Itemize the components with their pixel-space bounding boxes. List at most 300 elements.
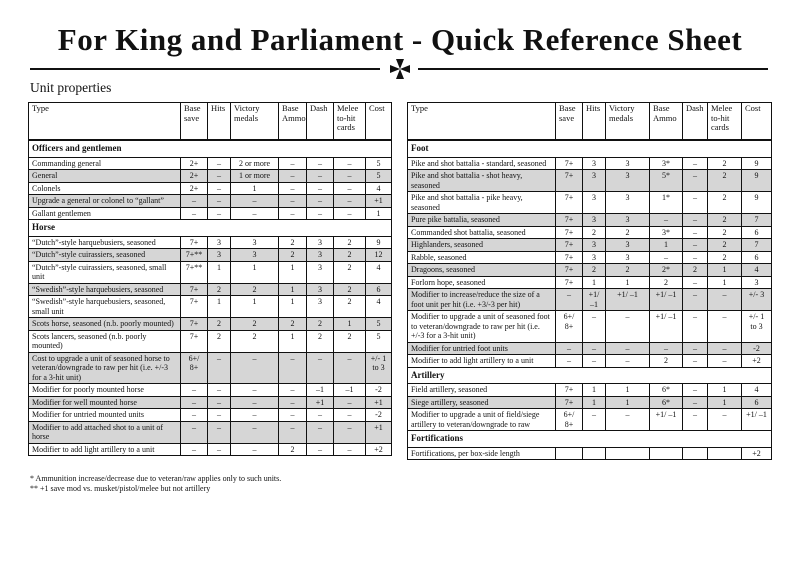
cell-ammo: +1/ –1	[650, 409, 683, 431]
cell-save: –	[181, 207, 208, 220]
col-hits: Hits	[583, 103, 606, 141]
group-row	[29, 140, 392, 157]
cell-hits: 1	[583, 276, 606, 289]
cell-cost: +2	[742, 355, 772, 368]
col-hits: Hits	[208, 103, 231, 141]
cell-hits: 3	[583, 251, 606, 264]
col-type: Type	[408, 103, 556, 141]
cell-cost: 9	[742, 157, 772, 170]
unit-table-left	[28, 102, 392, 456]
cell-save: 2+	[181, 157, 208, 170]
cell-melee: 2	[708, 170, 742, 192]
cell-ammo: 2	[650, 355, 683, 368]
table-row	[408, 342, 772, 355]
cell-cost: 7	[742, 214, 772, 227]
cell-hits: 3	[583, 214, 606, 227]
cell-dash: –	[683, 276, 708, 289]
cell-type: “Swedish”-style harquebusiers, seasoned, small unit	[29, 296, 181, 318]
col-melee-cards: Melee to-hit cards	[708, 103, 742, 141]
table-row	[408, 276, 772, 289]
table-row	[408, 384, 772, 397]
cell-ammo: +1/ –1	[650, 311, 683, 343]
cell-ammo: 2*	[650, 264, 683, 277]
cell-ammo: –	[650, 251, 683, 264]
cell-medals: –	[606, 409, 650, 431]
cell-ammo: 6*	[650, 384, 683, 397]
table-row	[29, 421, 392, 443]
cell-melee: –	[334, 396, 366, 409]
cell-hits: –	[208, 409, 231, 422]
table-row	[29, 318, 392, 331]
cell-dash: –	[683, 192, 708, 214]
cell-dash: –	[683, 157, 708, 170]
cell-ammo: –	[279, 170, 307, 183]
col-cost: Cost	[366, 103, 392, 141]
cell-dash: –	[683, 311, 708, 343]
cell-type: Rabble, seasoned	[408, 251, 556, 264]
cell-hits: 3	[583, 157, 606, 170]
cell-melee: –	[708, 342, 742, 355]
cell-cost: 4	[742, 384, 772, 397]
cell-medals: 1	[606, 276, 650, 289]
table-header-row	[29, 103, 392, 141]
cell-melee: –	[708, 311, 742, 343]
cell-type: Modifier to add light artillery to a unit	[29, 443, 181, 456]
cell-hits: –	[208, 384, 231, 397]
table-row	[408, 239, 772, 252]
cell-ammo: 2	[279, 318, 307, 331]
cell-save: 7+	[181, 236, 208, 249]
col-victory-medals: Victory medals	[231, 103, 279, 141]
cell-medals: –	[231, 421, 279, 443]
table-row	[29, 207, 392, 220]
cell-hits: 1	[208, 261, 231, 283]
group-row	[408, 367, 772, 384]
table-row	[29, 384, 392, 397]
cell-medals: –	[231, 384, 279, 397]
cell-dash: –	[683, 409, 708, 431]
cell-save: 7+	[556, 276, 583, 289]
col-melee-cards: Melee to-hit cards	[334, 103, 366, 141]
cell-type: Siege artillery, seasoned	[408, 396, 556, 409]
cell-ammo: 1	[650, 239, 683, 252]
cell-melee	[708, 447, 742, 460]
cell-ammo: –	[279, 182, 307, 195]
cell-dash: –	[307, 157, 334, 170]
cell-hits: 3	[208, 236, 231, 249]
table-row	[29, 330, 392, 352]
cell-medals: 3	[606, 251, 650, 264]
cell-cost: +2	[742, 447, 772, 460]
table-body-right	[408, 140, 772, 460]
cell-cost: 9	[366, 236, 392, 249]
cell-dash: –	[683, 214, 708, 227]
cell-melee: 2	[708, 157, 742, 170]
cell-dash: –	[307, 195, 334, 208]
cell-hits: –	[583, 311, 606, 343]
cell-medals: 1	[231, 261, 279, 283]
cell-cost: +/- 1 to 3	[366, 352, 392, 384]
cell-melee: 1	[708, 396, 742, 409]
cell-type: “Dutch”-style cuirassiers, seasoned	[29, 249, 181, 262]
cell-save: –	[181, 443, 208, 456]
cell-medals: –	[231, 207, 279, 220]
cell-medals: –	[231, 396, 279, 409]
cell-dash: –	[307, 170, 334, 183]
cell-dash: –	[307, 443, 334, 456]
cell-melee: –	[334, 157, 366, 170]
cell-dash: –	[683, 239, 708, 252]
col-dash: Dash	[307, 103, 334, 141]
cell-save: 7+	[556, 157, 583, 170]
table-row	[408, 311, 772, 343]
cell-cost: 6	[742, 226, 772, 239]
cell-ammo: +1/ –1	[650, 289, 683, 311]
cell-save: 2+	[181, 170, 208, 183]
cell-dash: –	[683, 396, 708, 409]
cell-ammo: 3*	[650, 226, 683, 239]
cell-cost: 9	[742, 192, 772, 214]
cell-medals: 2	[231, 330, 279, 352]
cell-cost: 4	[366, 296, 392, 318]
table-row	[29, 195, 392, 208]
cell-type: Gallant gentlemen	[29, 207, 181, 220]
cell-type: Modifier to increase/reduce the size of a foot unit per hit (i.e. +3/-3 per hit)	[408, 289, 556, 311]
cell-melee: –	[334, 409, 366, 422]
col-base-ammo: Base Ammo	[650, 103, 683, 141]
group-heading: Horse	[29, 220, 392, 237]
cell-medals: 3	[606, 157, 650, 170]
cell-cost: +1	[366, 195, 392, 208]
cell-hits: –	[208, 195, 231, 208]
cell-melee: –	[334, 443, 366, 456]
cell-dash: –	[307, 207, 334, 220]
cell-save: 7+**	[181, 249, 208, 262]
cell-dash	[683, 447, 708, 460]
cell-medals: 3	[231, 249, 279, 262]
cell-cost: -2	[366, 384, 392, 397]
table-body-left	[29, 140, 392, 456]
table-header-row	[408, 103, 772, 141]
cell-melee: –	[334, 182, 366, 195]
cell-save: 7+	[556, 226, 583, 239]
cell-cost: +1	[366, 421, 392, 443]
cell-dash: 3	[307, 261, 334, 283]
cell-cost: 9	[742, 170, 772, 192]
cell-dash: 3	[307, 236, 334, 249]
cell-save: –	[556, 355, 583, 368]
cell-medals: 2	[231, 283, 279, 296]
cell-ammo: 1*	[650, 192, 683, 214]
cell-dash: –	[683, 355, 708, 368]
cell-cost: 6	[742, 251, 772, 264]
cell-cost: +1/ –1	[742, 409, 772, 431]
title-rule-right	[418, 68, 768, 70]
cell-hits: 2	[208, 330, 231, 352]
cell-hits: 3	[583, 239, 606, 252]
table-row	[29, 170, 392, 183]
cell-dash: –	[307, 421, 334, 443]
cell-medals: –	[231, 409, 279, 422]
cell-cost: 1	[366, 207, 392, 220]
cell-cost: +2	[366, 443, 392, 456]
cell-save: –	[181, 384, 208, 397]
col-base-save: Base save	[556, 103, 583, 141]
group-row	[408, 140, 772, 157]
cell-medals	[606, 447, 650, 460]
cell-melee: 2	[708, 251, 742, 264]
cell-cost: 5	[366, 330, 392, 352]
cell-save: 7+	[181, 296, 208, 318]
cell-cost: 5	[366, 170, 392, 183]
col-type: Type	[29, 103, 181, 141]
cell-save: 6+/ 8+	[181, 352, 208, 384]
cell-type: Pure pike battalia, seasoned	[408, 214, 556, 227]
cell-cost: 4	[366, 261, 392, 283]
cell-melee: 1	[708, 384, 742, 397]
table-row	[29, 443, 392, 456]
group-row	[408, 431, 772, 448]
cell-hits: –	[208, 396, 231, 409]
cell-cost: +/- 3	[742, 289, 772, 311]
cell-type: Modifier for untried foot units	[408, 342, 556, 355]
cell-melee: –	[334, 352, 366, 384]
cell-ammo: 2	[279, 249, 307, 262]
cell-type: General	[29, 170, 181, 183]
cell-medals: –	[606, 342, 650, 355]
cell-save: 7+	[556, 214, 583, 227]
cell-melee: –1	[334, 384, 366, 397]
table-row	[29, 182, 392, 195]
cell-save: 7+	[181, 318, 208, 331]
section-heading: Unit properties	[30, 80, 112, 95]
cell-save: –	[181, 409, 208, 422]
cell-type: Modifier to upgrade a unit of field/siege artillery to veteran/downgrade to raw	[408, 409, 556, 431]
cell-medals: 3	[606, 192, 650, 214]
cell-dash: 3	[307, 296, 334, 318]
table-row	[408, 264, 772, 277]
cell-ammo: –	[279, 157, 307, 170]
cell-save: –	[181, 396, 208, 409]
cell-save: 7+	[181, 330, 208, 352]
cell-save: 7+**	[181, 261, 208, 283]
cell-type: Fortifications, per box-side length	[408, 447, 556, 460]
cell-dash: –	[683, 251, 708, 264]
cell-dash: +1	[307, 396, 334, 409]
cell-medals: –	[231, 195, 279, 208]
cell-hits: –	[583, 409, 606, 431]
cell-save: 2+	[181, 182, 208, 195]
page-title: For King and Parliament - Quick Reference Sheet	[57, 22, 743, 57]
cell-dash: 3	[307, 283, 334, 296]
cell-melee: –	[334, 170, 366, 183]
cell-type: Scots horse, seasoned (n.b. poorly mounted)	[29, 318, 181, 331]
cell-dash: 3	[307, 249, 334, 262]
cell-medals: 3	[606, 170, 650, 192]
cell-type: Pike and shot battalia - shot heavy, seasoned	[408, 170, 556, 192]
col-base-ammo: Base Ammo	[279, 103, 307, 141]
cell-ammo: –	[279, 352, 307, 384]
cell-save: 7+	[556, 264, 583, 277]
cell-ammo: 2	[279, 236, 307, 249]
table-row	[408, 355, 772, 368]
cell-melee: –	[708, 409, 742, 431]
cell-melee: 1	[708, 276, 742, 289]
cell-ammo: 2	[650, 276, 683, 289]
cell-hits: –	[208, 421, 231, 443]
cell-save: 7+	[556, 396, 583, 409]
col-victory-medals: Victory medals	[606, 103, 650, 141]
cell-cost: -2	[366, 409, 392, 422]
cell-medals: –	[606, 355, 650, 368]
col-cost: Cost	[742, 103, 772, 141]
cell-dash: –	[307, 352, 334, 384]
cell-save: 7+	[556, 239, 583, 252]
table-row	[29, 296, 392, 318]
cell-type: “Swedish”-style harquebusiers, seasoned	[29, 283, 181, 296]
cell-type: Cost to upgrade a unit of seasoned horse to veteran/downgrade to raw per hit (i.e. +/-3 for a 3-hit unit)	[29, 352, 181, 384]
cell-type: Upgrade a general or colonel to “gallant”	[29, 195, 181, 208]
cell-ammo: –	[279, 195, 307, 208]
title-rule-left	[30, 68, 380, 70]
table-row	[408, 409, 772, 431]
group-heading: Artillery	[408, 367, 772, 384]
cell-dash: –	[683, 342, 708, 355]
table-row	[408, 226, 772, 239]
cell-ammo: 2	[279, 443, 307, 456]
table-row	[408, 447, 772, 460]
table-row	[29, 261, 392, 283]
cell-ammo: 1	[279, 296, 307, 318]
cell-type: Highlanders, seasoned	[408, 239, 556, 252]
cell-hits: 3	[583, 192, 606, 214]
cell-ammo: –	[279, 421, 307, 443]
group-row	[29, 220, 392, 237]
cell-hits: 2	[208, 283, 231, 296]
cell-save: –	[181, 421, 208, 443]
cell-type: Dragoons, seasoned	[408, 264, 556, 277]
cell-melee: 1	[708, 264, 742, 277]
cell-type: Field artillery, seasoned	[408, 384, 556, 397]
cell-dash: –1	[307, 384, 334, 397]
cell-dash: 2	[307, 330, 334, 352]
cell-cost: +1	[366, 396, 392, 409]
cell-ammo: –	[279, 409, 307, 422]
cell-melee: –	[708, 289, 742, 311]
cell-dash: 2	[307, 318, 334, 331]
cell-hits: 2	[208, 318, 231, 331]
cell-dash: –	[307, 409, 334, 422]
cell-melee: 2	[708, 192, 742, 214]
cell-type: Scots lancers, seasoned (n.b. poorly mounted)	[29, 330, 181, 352]
cell-type: Modifier for untried mounted units	[29, 409, 181, 422]
cell-cost: 5	[366, 318, 392, 331]
cell-type: Commanded shot battalia, seasoned	[408, 226, 556, 239]
cell-medals: 1	[606, 396, 650, 409]
cell-ammo: 6*	[650, 396, 683, 409]
table-row	[29, 396, 392, 409]
cell-type: Pike and shot battalia - standard, seasoned	[408, 157, 556, 170]
group-heading: Foot	[408, 140, 772, 157]
table-row	[408, 214, 772, 227]
cell-type: Colonels	[29, 182, 181, 195]
cell-type: “Dutch”-style harquebusiers, seasoned	[29, 236, 181, 249]
cell-hits: –	[208, 182, 231, 195]
col-base-save: Base save	[181, 103, 208, 141]
col-dash: Dash	[683, 103, 708, 141]
cell-hits	[583, 447, 606, 460]
cell-cost: 3	[742, 276, 772, 289]
cell-type: Modifier for poorly mounted horse	[29, 384, 181, 397]
cell-melee: –	[334, 421, 366, 443]
cell-cost: +/- 1 to 3	[742, 311, 772, 343]
cell-medals: 2	[606, 226, 650, 239]
cell-melee: 2	[334, 330, 366, 352]
cell-medals: 1	[606, 384, 650, 397]
cell-type: Modifier to add attached shot to a unit of horse	[29, 421, 181, 443]
cell-medals: –	[231, 443, 279, 456]
cell-save: 7+	[556, 192, 583, 214]
cell-hits: –	[583, 355, 606, 368]
cell-ammo	[650, 447, 683, 460]
cell-hits: 1	[583, 396, 606, 409]
cell-ammo: 1	[279, 330, 307, 352]
cell-melee: 2	[334, 283, 366, 296]
cell-medals: 2 or more	[231, 157, 279, 170]
table-row	[29, 283, 392, 296]
cell-cost: 5	[366, 157, 392, 170]
cell-type: Modifier to add light artillery to a unit	[408, 355, 556, 368]
cell-save: 6+/ 8+	[556, 409, 583, 431]
table-row	[408, 289, 772, 311]
cell-hits: –	[208, 207, 231, 220]
cell-cost: 6	[366, 283, 392, 296]
cell-dash: –	[683, 289, 708, 311]
footnote-ammo: * Ammunition increase/decrease due to veteran/raw applies only to such units.	[30, 474, 282, 483]
table-row	[29, 409, 392, 422]
cell-cost: 7	[742, 239, 772, 252]
cell-save: –	[556, 342, 583, 355]
cell-medals: 3	[231, 236, 279, 249]
cell-cost: 4	[366, 182, 392, 195]
cell-medals: 3	[606, 214, 650, 227]
cell-cost: 12	[366, 249, 392, 262]
cell-melee: –	[334, 207, 366, 220]
cell-type: Pike and shot battalia - pike heavy, seasoned	[408, 192, 556, 214]
cell-type: “Dutch”-style cuirassiers, seasoned, small unit	[29, 261, 181, 283]
cell-medals: +1/ –1	[606, 289, 650, 311]
group-heading: Fortifications	[408, 431, 772, 448]
cell-hits: –	[208, 352, 231, 384]
table-row	[408, 157, 772, 170]
cell-hits: –	[208, 170, 231, 183]
table-row	[29, 157, 392, 170]
cell-ammo: –	[650, 342, 683, 355]
cell-melee: 2	[708, 214, 742, 227]
cell-melee: –	[708, 355, 742, 368]
cell-melee: 2	[334, 296, 366, 318]
cell-hits: 2	[583, 226, 606, 239]
table-row	[408, 170, 772, 192]
table-row	[408, 251, 772, 264]
table-row	[408, 396, 772, 409]
group-heading: Officers and gentlemen	[29, 140, 392, 157]
cell-medals: 1	[231, 182, 279, 195]
cell-dash: –	[307, 182, 334, 195]
cell-hits: 1	[583, 384, 606, 397]
cell-medals: 1	[231, 296, 279, 318]
cell-medals: –	[231, 352, 279, 384]
